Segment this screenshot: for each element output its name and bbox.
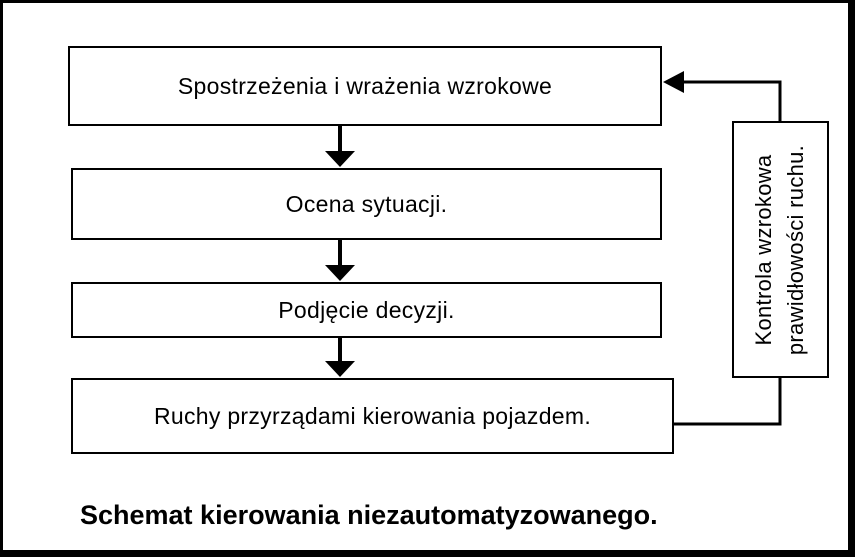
step-label-decision: Podjęcie decyzji. xyxy=(278,296,455,323)
step-label-controls: Ruchy przyrządami kierowania pojazdem. xyxy=(153,402,592,429)
feedback-line-bottom xyxy=(674,378,780,424)
diagram-caption: Schemat kierowania niezautomatyzowanego. xyxy=(80,500,658,530)
step-box-controls xyxy=(71,378,674,454)
step-box-assessment xyxy=(71,168,662,240)
feedback-label xyxy=(749,144,813,354)
feedback-arrow-head xyxy=(663,71,684,93)
step-box-perception xyxy=(68,46,662,126)
feedback-label-line2: prawidłowości ruchu. xyxy=(783,144,809,355)
arrow-head-2-3 xyxy=(325,265,355,281)
feedback-box xyxy=(732,121,829,378)
arrow-head-1-2 xyxy=(325,151,355,167)
step-label-perception: Spostrzeżenia i wrażenia wzrokowe xyxy=(177,72,553,99)
step-label-assessment: Ocena sytuacji. xyxy=(285,190,448,217)
feedback-label-line1: Kontrola wzrokowa xyxy=(751,154,777,345)
feedback-line-top xyxy=(681,82,780,121)
arrow-head-3-4 xyxy=(325,361,355,377)
step-box-decision xyxy=(71,282,662,338)
